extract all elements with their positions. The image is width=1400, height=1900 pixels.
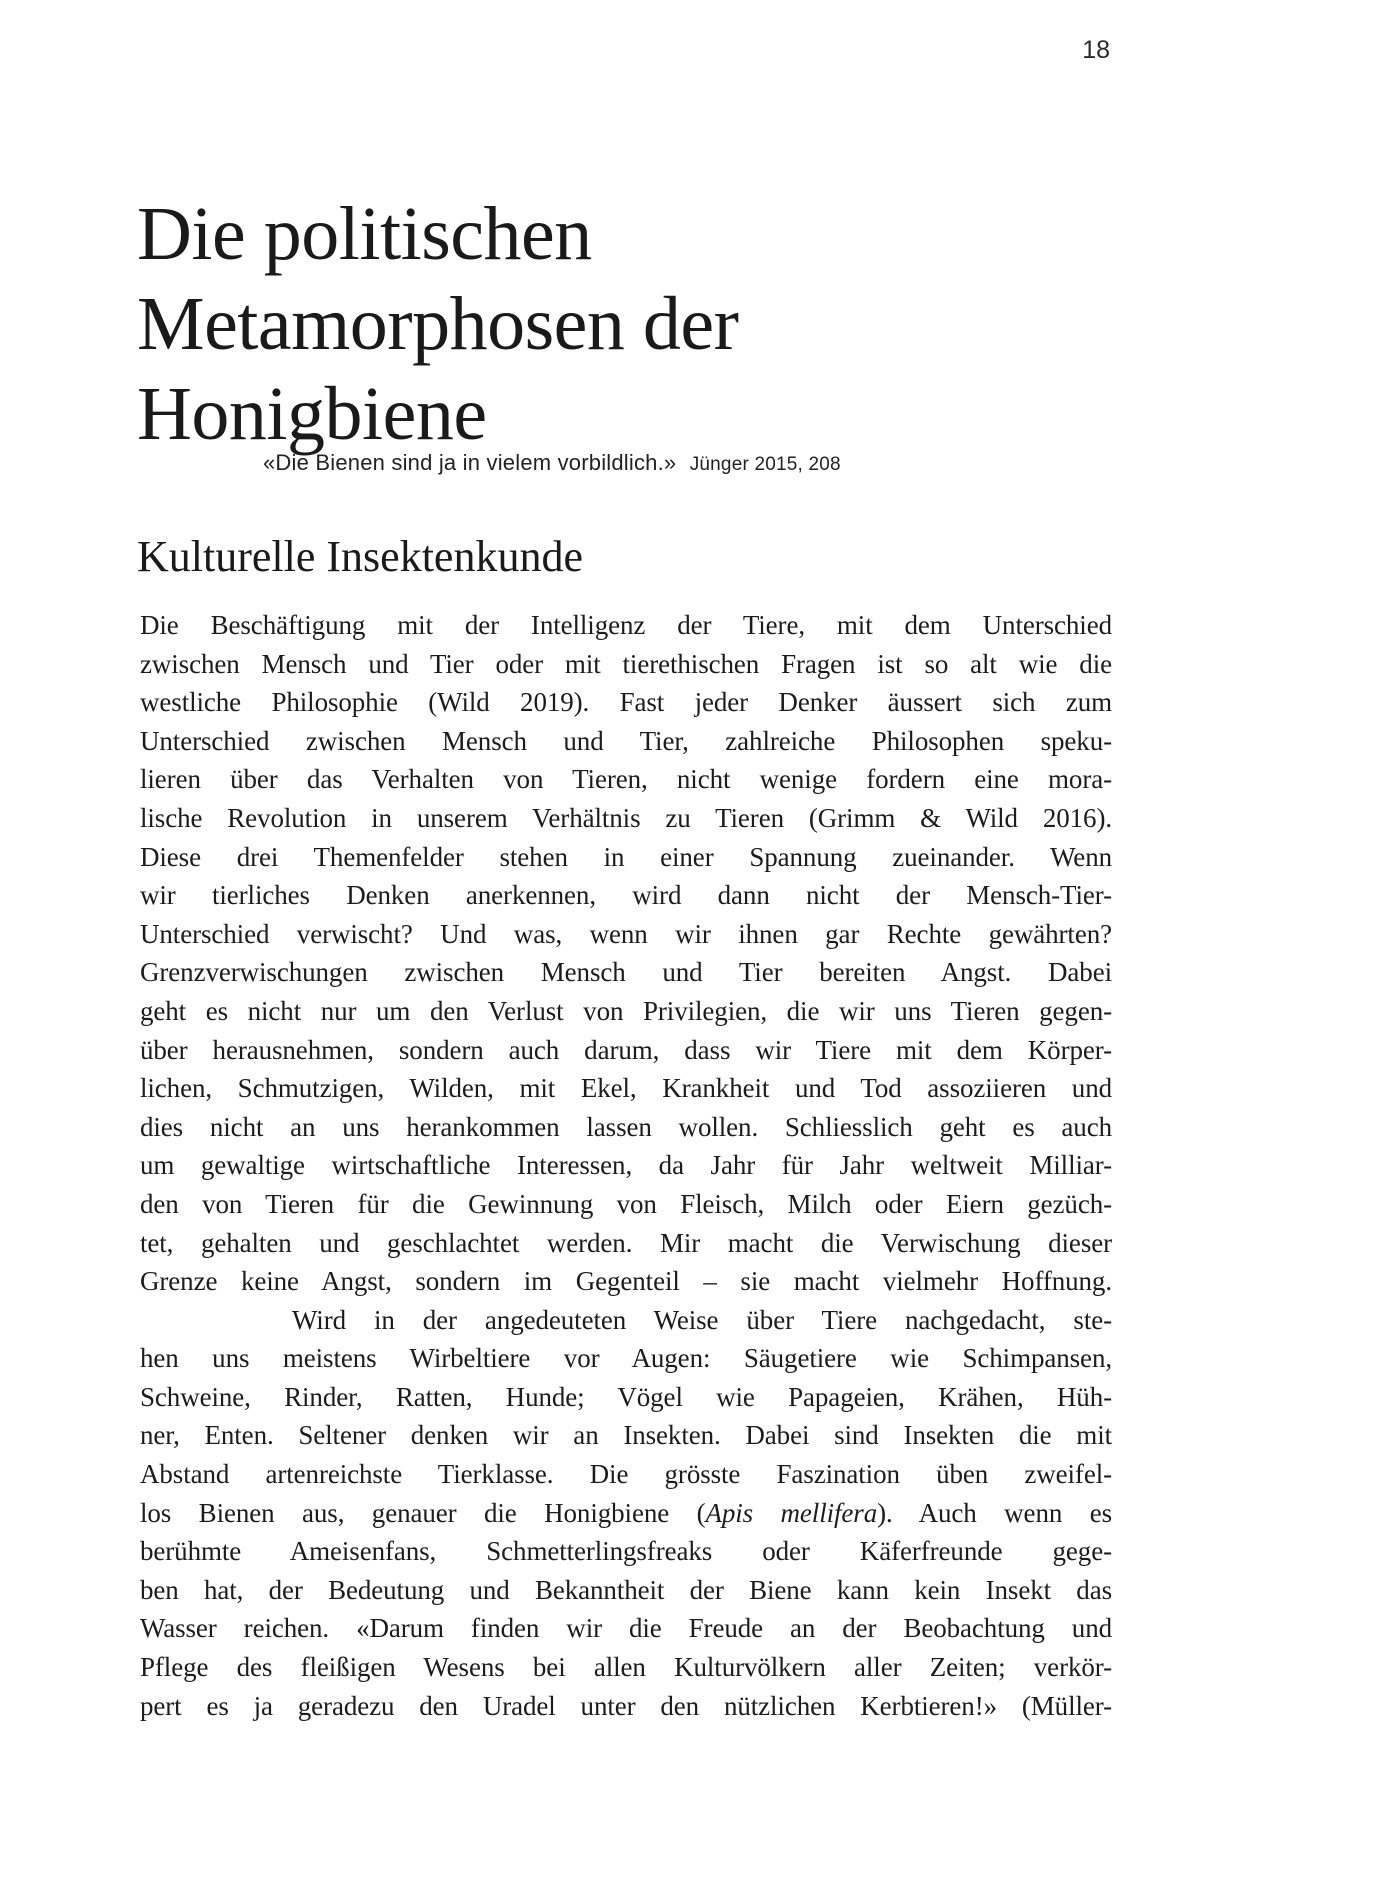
article-title <box>137 189 1137 459</box>
body-line: berühmte Ameisenfans, Schmetterlingsfreaks oder Käferfreunde gege- <box>140 1536 1112 1567</box>
body-line: Die Beschäftigung mit der Intelligenz der Tiere, mit dem Unterschied <box>140 610 1112 640</box>
body-line: Grenzverwischungen zwischen Mensch und Tier bereiten Angst. Dabei <box>140 957 1112 988</box>
title-line: Die politischen <box>137 191 592 276</box>
body-line: Grenze keine Angst, sondern im Gegenteil – sie macht vielmehr Hoffnung. <box>140 1266 1112 1297</box>
section-heading: Kulturelle Insektenkunde <box>137 532 583 581</box>
title-line: Metamorphosen der <box>137 281 739 366</box>
body-line: ben hat, der Bedeutung und Bekanntheit der Biene kann kein Insekt das <box>140 1574 1112 1605</box>
paragraph <box>140 1301 1112 1726</box>
body-line: über herausnehmen, sondern auch darum, dass wir Tiere mit dem Körper- <box>140 1034 1112 1065</box>
body-line: geht es nicht nur um den Verlust von Privilegien, die wir uns Tieren gegen- <box>140 995 1112 1026</box>
species-name-italic: Apis mellifera <box>705 1497 878 1528</box>
body-line: Pflege des fleißigen Wesens bei allen Kulturvölkern aller Zeiten; verkör- <box>140 1652 1112 1683</box>
epigraph-quote: «Die Bienen sind ja in vielem vorbildlich.» <box>263 450 677 475</box>
body-line: lichen, Schmutzigen, Wilden, mit Ekel, Krankheit und Tod assoziieren und <box>140 1073 1112 1104</box>
body-line: hen uns meistens Wirbeltiere vor Augen: Säugetiere wie Schimpansen, <box>140 1343 1112 1374</box>
page-number: 18 <box>1082 36 1110 64</box>
body-text-segment: ). Auch wenn es <box>877 1497 1112 1528</box>
body-line: um gewaltige wirtschaftliche Interessen, da Jahr für Jahr weltweit Milliar- <box>140 1150 1112 1181</box>
body-line: lische Revolution in unserem Verhältnis zu Tieren (Grimm & Wild 2016). <box>140 802 1112 833</box>
body-line: tet, gehalten und geschlachtet werden. Mir macht die Verwischung dieser <box>140 1227 1112 1258</box>
body-line: Unterschied verwischt? Und was, wenn wir ihnen gar Rechte gewährten? <box>140 918 1112 949</box>
body-line: Unterschied zwischen Mensch und Tier, zahlreiche Philosophen speku- <box>140 725 1112 756</box>
body-line <box>140 1494 1112 1533</box>
body-line: den von Tieren für die Gewinnung von Fleisch, Milch oder Eiern gezüch- <box>140 1188 1112 1219</box>
body-line: wir tierliches Denken anerkennen, wird dann nicht der Mensch-Tier- <box>140 880 1112 911</box>
epigraph-source: Jünger 2015, 208 <box>689 454 841 475</box>
body-text-segment: los Bienen aus, genauer die Honigbiene ( <box>140 1497 706 1528</box>
body-line: Wird in der angedeuteten Weise über Tiere nachgedacht, ste- <box>292 1304 1112 1335</box>
body-line: Schweine, Rinder, Ratten, Hunde; Vögel wie Papageien, Krähen, Hüh- <box>140 1381 1112 1412</box>
body-line: pert es ja geradezu den Uradel unter den nützlichen Kerbtieren!» (Müller- <box>140 1690 1112 1721</box>
body-line: westliche Philosophie (Wild 2019). Fast jeder Denker äussert sich zum <box>140 687 1112 718</box>
body-line: zwischen Mensch und Tier oder mit tierethischen Fragen ist so alt wie die <box>140 648 1112 679</box>
body-text <box>140 606 1112 1725</box>
body-line: Abstand artenreichste Tierklasse. Die grösste Faszination üben zweifel- <box>140 1459 1112 1490</box>
title-line: Honigbiene <box>137 371 487 456</box>
epigraph <box>263 449 1123 479</box>
body-line: Wasser reichen. «Darum finden wir die Freude an der Beobachtung und <box>140 1613 1112 1644</box>
body-line: dies nicht an uns herankommen lassen wollen. Schliesslich geht es auch <box>140 1111 1112 1142</box>
body-line: ner, Enten. Seltener denken wir an Insekten. Dabei sind Insekten die mit <box>140 1420 1112 1451</box>
body-line: Diese drei Themenfelder stehen in einer Spannung zueinander. Wenn <box>140 841 1112 872</box>
paragraph <box>140 606 1112 1301</box>
body-line: lieren über das Verhalten von Tieren, nicht wenige fordern eine mora- <box>140 764 1112 795</box>
